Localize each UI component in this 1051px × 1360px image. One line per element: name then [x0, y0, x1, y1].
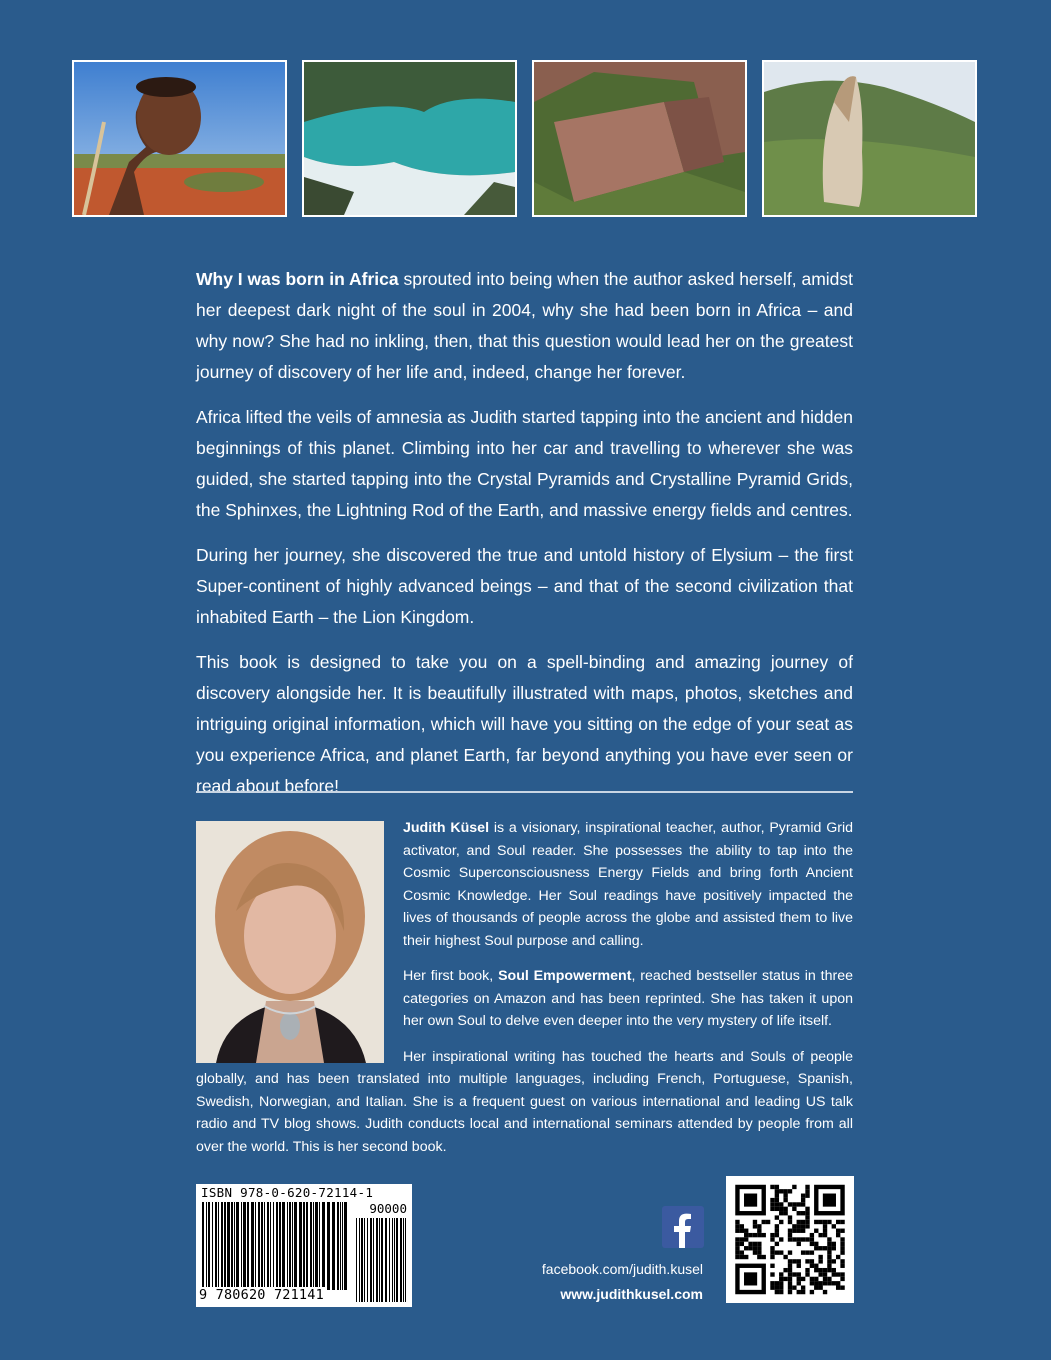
bio-paragraph-1: Judith Küsel is a visionary, inspirational teacher, author, Pyramid Grid activator, and Soul reader. She possesses the ability to tap into the Cosmic Superconsciousness Energy Fields and bring forth Ancient Cosmic Knowledge. Her Soul readings have positively impacted the lives of thousands of people across the globe and assisted them to live their highest Soul purpose and calling. — [403, 820, 853, 949]
facebook-icon[interactable] — [662, 1206, 704, 1248]
bio-paragraph-3: Her inspirational writing has touched the hearts and Souls of people globally, and has been translated into multiple languages, including French, Portuguese, Spanish, Swedish, Norwegian, and Italian. She is a frequent guest on various international and leading US talk radio and TV blog shows. Judith conducts local and international seminars attended by people from all over the world. This is her second book. — [196, 1048, 853, 1155]
photo-standing-stone — [762, 60, 977, 217]
ean-digits: 9 780620 721141 — [199, 1287, 324, 1303]
photo-carved-rocks — [532, 60, 747, 217]
photo-coastline — [302, 60, 517, 217]
blurb-paragraph-3: During her journey, she discovered the true and untold history of Elysium – the first Super-continent of highly advanced beings – and that of the second civilization that inhabited Earth – the Lion Kingdom. — [196, 545, 853, 627]
blurb-paragraph-2: Africa lifted the veils of amnesia as Judith started tapping into the ancient and hidden beginnings of this planet. Climbing into her car and travelling to wherever she was guided, she started tapping into the Crystal Pyramids and Crystalline Pyramid Grids, the Sphinxes, the Lightning Rod of the Earth, and massive energy fields and centres. — [196, 407, 853, 520]
price-addon: 90000 — [369, 1201, 407, 1216]
divider — [196, 791, 853, 793]
isbn-label: ISBN 978-0-620-72114-1 — [201, 1185, 374, 1200]
bio-paragraph-2: Her first book, Soul Empowerment, reached bestseller status in three categories on Amazon and has been reprinted. She has taken it upon her own Soul to delve even deeper into the very mystery of life itself. — [403, 968, 853, 1029]
qr-code[interactable] — [726, 1176, 854, 1303]
book-title: Why I was born in Africa — [196, 269, 399, 289]
author-name: Judith Küsel — [403, 820, 490, 836]
facebook-link[interactable]: facebook.com/judith.kusel — [541, 1261, 703, 1277]
blurb-paragraph-4: This book is designed to take you on a spell-binding and amazing journey of discovery alongside her. It is beautifully illustrated with maps, photos, sketches and intriguing original information, which will have you sitting on the edge of your seat as you experience Africa, and planet Earth, far beyond anything you have ever seen or read about before! — [196, 652, 853, 796]
blurb — [196, 264, 853, 816]
author-bio — [196, 817, 853, 1171]
isbn-barcode — [196, 1184, 412, 1307]
first-book-title: Soul Empowerment — [498, 968, 632, 984]
blurb-paragraph-1: Why I was born in Africa sprouted into being when the author asked herself, amidst her deepest dark night of the soul in 2004, why she had been born in Africa – and why now? She had no inkling, then, that this question would lead her on the greatest journey of discovery of her life and, indeed, change her forever. — [196, 269, 854, 382]
qr-modules — [726, 1176, 854, 1303]
photo-kalahari-man — [72, 60, 287, 217]
website-link[interactable]: www.judithkusel.com — [560, 1286, 703, 1302]
